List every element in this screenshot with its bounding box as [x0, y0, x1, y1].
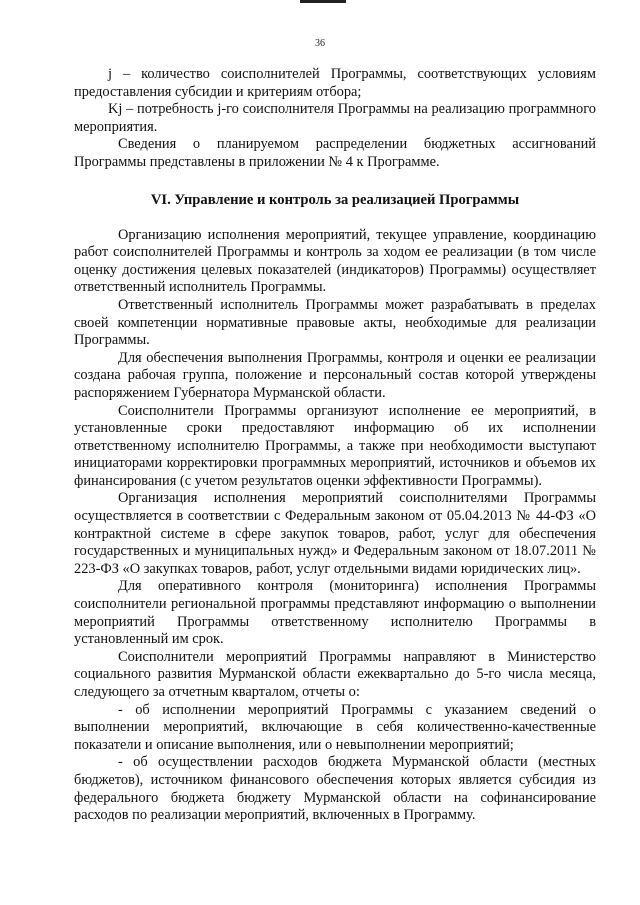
- intro-paragraph-allocation: Сведения о планируемом распределении бюджетных ассигнований Программы представлены в приложении № 4 к Программе.: [74, 136, 596, 170]
- intro-paragraph-j: j – количество соисполнителей Программы, соответствующих условиям предоставления субсидии и критериям отбора;: [74, 66, 596, 100]
- paragraph-co-executors: Соисполнители Программы организуют исполнение ее мероприятий, в установленные сроки предоставляют информацию об их исполнении ответственному исполнителю Программы, а также при необходимости выступают инициаторами корректировки программных мероприятий, источников и объемов их финансирования (с учетом результатов оценки эффективности Программы).: [74, 402, 596, 489]
- top-rule: [300, 0, 346, 3]
- paragraph-management: Организацию исполнения мероприятий, текущее управление, координацию работ соисполнителей Программы и контроль за ходом ее реализации (в том числе оценку достижения целевых показателей (индикаторов) Программы) осуществляет ответственный исполнитель Программы.: [74, 226, 596, 296]
- paragraph-reports: Соисполнители мероприятий Программы направляют в Министерство социального развития Мурманской области ежеквартально до 5-го числа месяца, следующего за отчетным кварталом, отчеты о:: [74, 648, 596, 700]
- section-title: VI. Управление и контроль за реализацией Программы: [150, 191, 520, 208]
- paragraph-legal-acts: Ответственный исполнитель Программы может разрабатывать в пределах своей компетенции нормативные правовые акты, необходимые для реализации Программы.: [74, 296, 596, 349]
- document-body: [74, 66, 596, 825]
- intro-paragraph-kj: Kj – потребность j-го соисполнителя Программы на реализацию программного мероприятия.: [74, 101, 596, 135]
- page-number: 36: [315, 38, 325, 49]
- paragraph-working-group: Для обеспечения выполнения Программы, контроля и оценки ее реализации создана рабочая группа, положение и персональный состав которой утверждены распоряжением Губернатора Мурманской области.: [74, 349, 596, 401]
- paragraph-monitoring: Для оперативного контроля (мониторинга) исполнения Программы соисполнители региональной программы представляют информацию о выполнении мероприятий Программы ответственному исполнителю Программы в установленный им срок.: [74, 578, 596, 648]
- list-item-expenses: - об осуществлении расходов бюджета Мурманской области (местных бюджетов), источником финансового обеспечения которых является субсидия из федерального бюджета бюджету Мурманской области на софинансирование расходов по реализации мероприятий, включенных в Программу.: [74, 754, 596, 824]
- list-item-execution: - об исполнении мероприятий Программы с указанием сведений о выполнении мероприятий, включающие в себя количественно-качественные показатели и описание выполнения, или о невыполнении мероприятий;: [74, 701, 596, 753]
- paragraph-federal-law: Организация исполнения мероприятий соисполнителями Программы осуществляется в соответствии с Федеральным законом от 05.04.2013 № 44-ФЗ «О контрактной системе в сфере закупок товаров, работ, услуг для обеспечения государственных и муниципальных нужд» и Федеральным законом от 18.07.2011 № 223-ФЗ «О закупках товаров, работ, услуг отдельными видами юридических лиц».: [74, 490, 596, 577]
